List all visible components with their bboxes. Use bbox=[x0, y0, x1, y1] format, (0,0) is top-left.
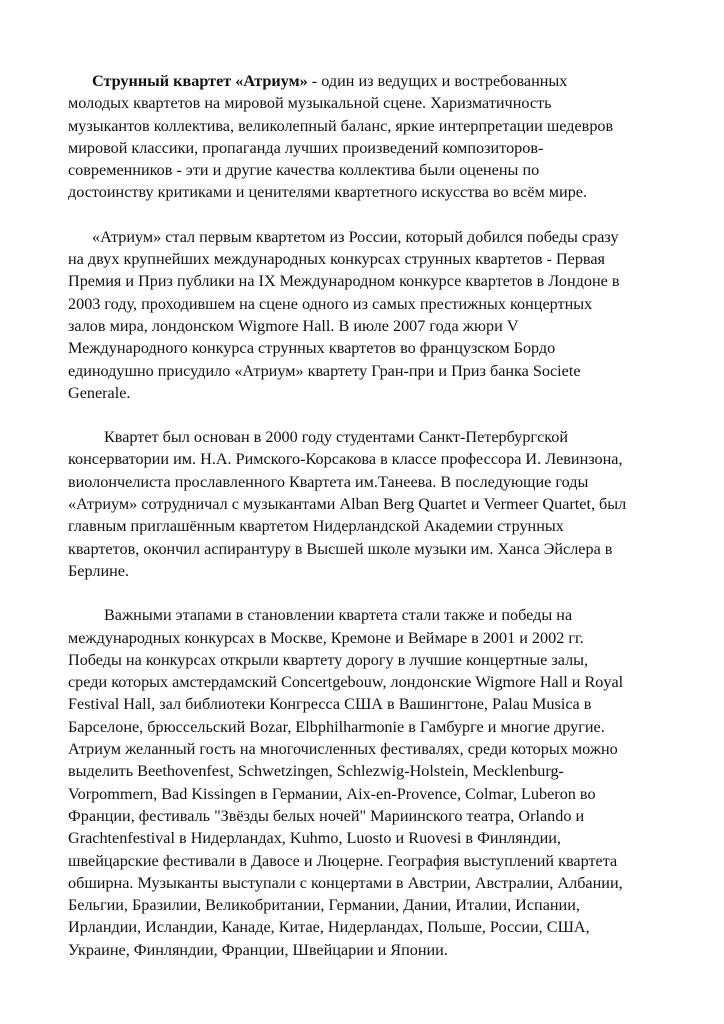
paragraph-2-line: 2003 году, проходившем на сцене одного из самых престижных концертных bbox=[68, 294, 593, 313]
paragraph-4-line: Vorpommern, Bad Kissingen в Германии, Aix-en-Provence, Colmar, Luberon во bbox=[68, 784, 596, 803]
paragraph-2 bbox=[68, 226, 668, 404]
paragraph-2-line: Международного конкурса струнных квартетов во французском Бордо bbox=[68, 339, 556, 358]
paragraph-4-line: Украине, Финляндии, Франции, Швейцарии и Японии. bbox=[68, 940, 448, 959]
paragraph-2-line: залов мира, лондонском Wigmore Hall. В июле 2007 года жюри V bbox=[68, 316, 519, 335]
paragraph-4-line: обширна. Музыканты выступали с концертами в Австрии, Австралии, Албании, bbox=[68, 873, 623, 892]
paragraph-3 bbox=[68, 426, 668, 582]
paragraph-1-line-1-rest: - один из ведущих и востребованных bbox=[307, 72, 568, 90]
paragraph-2-line: «Атриум» стал первым квартетом из России, который добился победы сразу bbox=[92, 227, 619, 246]
paragraph-4-line: швейцарские фестивали в Давосе и Люцерне. География выступлений квартета bbox=[68, 851, 618, 870]
paragraph-3-line: квартетов, окончил аспирантуру в Высшей школе музыки им. Ханса Эйслера в bbox=[68, 539, 613, 558]
paragraph-3-line: Квартет был основан в 2000 году студентами Санкт-Петербургской bbox=[104, 428, 569, 447]
paragraph-4-line: Важными этапами в становлении квартета стали также и победы на bbox=[104, 606, 573, 625]
paragraph-4-line: Бельгии, Бразилии, Великобритании, Германии, Дании, Италии, Испании, bbox=[68, 896, 580, 915]
paragraph-3-line: главным приглашённым квартетом Нидерландской Академии струнных bbox=[68, 517, 564, 536]
paragraph-2-line: единодушно присудило «Атриум» квартету Гран-при и Приз банка Societe bbox=[68, 361, 581, 380]
paragraph-1-line: молодых квартетов на мировой музыкальной сцене. Харизматичность bbox=[68, 94, 552, 113]
paragraph-1-line: современников - эти и другие качества коллектива были оценены по bbox=[68, 161, 540, 180]
paragraph-1-line: достоинству критиками и ценителями квартетного искусства во всём мире. bbox=[68, 183, 588, 202]
paragraph-spacer bbox=[68, 204, 668, 226]
paragraph-3-line: Берлине. bbox=[68, 561, 129, 580]
paragraph-3-line: виолончелиста прославленного Квартета им.Танеева. В последующие годы bbox=[68, 472, 589, 491]
paragraph-spacer bbox=[68, 582, 668, 604]
paragraph-4-line: выделить Beethovenfest, Schwetzingen, Schlezwig-Holstein, Mecklenburg- bbox=[68, 762, 564, 781]
paragraph-4 bbox=[68, 604, 668, 961]
paragraph-4-line: международных конкурсах в Москве, Кремоне и Веймаре в 2001 и 2002 гг. bbox=[68, 628, 584, 647]
paragraph-4-line: Атриум желанный гость на многочисленных фестивалях, среди которых можно bbox=[68, 740, 618, 759]
paragraph-3-line: «Атриум» сотрудничал с музыкантами Alban Berg Quartet и Vermeer Quartet, был bbox=[68, 495, 627, 514]
paragraph-2-line: на двух крупнейших международных конкурсах струнных квартетов - Первая bbox=[68, 250, 605, 269]
paragraph-4-line: Барселоне, брюссельский Bozar, Elbphilharmonie в Гамбурге и многие другие. bbox=[68, 717, 605, 736]
paragraph-2-line: Generale. bbox=[68, 383, 131, 402]
paragraph-1 bbox=[68, 70, 668, 204]
paragraph-4-line: Festival Hall, зал библиотеки Конгресса США в Вашингтоне, Palau Musica в bbox=[68, 695, 592, 714]
paragraph-4-line: Победы на конкурсах открыли квартету дорогу в лучшие концертные залы, bbox=[68, 650, 589, 669]
paragraph-4-line: среди которых амстердамский Concertgebouw, лондонские Wigmore Hall и Royal bbox=[68, 673, 624, 692]
paragraph-2-line: Премия и Приз публики на IX Международном конкурсе квартетов в Лондоне в bbox=[68, 272, 620, 291]
paragraph-1-line: музыкантов коллектива, великолепный баланс, яркие интерпретации шедевров bbox=[68, 116, 614, 135]
document-body bbox=[68, 70, 668, 961]
paragraph-4-line: Grachtenfestival в Нидерландах, Kuhmo, Luosto и Ruovesi в Финляндии, bbox=[68, 829, 561, 848]
paragraph-1-lead: Струнный квартет «Атриум» bbox=[92, 72, 308, 90]
paragraph-3-line: консерватории им. Н.А. Римского-Корсакова в классе профессора И. Левинзона, bbox=[68, 450, 623, 469]
paragraph-spacer bbox=[68, 404, 668, 426]
paragraph-1-line: мировой классики, пропаганда лучших произведений композиторов- bbox=[68, 138, 544, 157]
paragraph-4-line: Ирландии, Исландии, Канаде, Китае, Нидерландах, Польше, России, США, bbox=[68, 918, 590, 937]
paragraph-1-line-1 bbox=[68, 70, 668, 92]
paragraph-4-line: Франции, фестиваль "Звёзды белых ночей" Мариинского театра, Orlando и bbox=[68, 806, 585, 825]
